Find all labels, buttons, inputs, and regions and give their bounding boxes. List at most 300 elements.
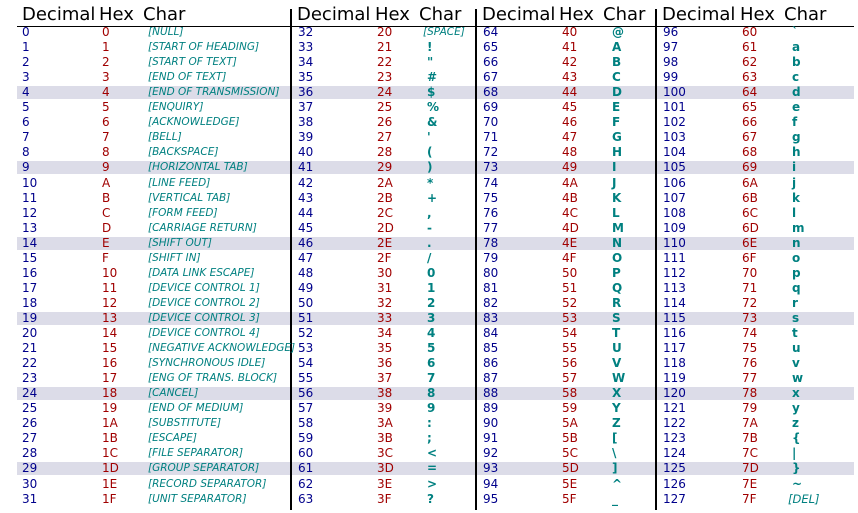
char-value: K	[612, 190, 622, 205]
hex-value: F	[102, 250, 109, 265]
char-value: g	[792, 130, 801, 145]
decimal-value: 76	[483, 205, 499, 220]
hex-value: 4B	[562, 190, 578, 205]
hex-value: 77	[742, 371, 758, 386]
hex-value: 28	[377, 145, 393, 160]
hex-value: 69	[742, 160, 758, 175]
decimal-value: 7	[22, 130, 30, 145]
char-value: L	[612, 205, 620, 220]
hex-value: 4E	[562, 235, 578, 250]
char-value: w	[792, 371, 804, 386]
header-hex: Hex	[740, 4, 775, 25]
char-value: [HORIZONTAL TAB]	[148, 161, 248, 174]
decimal-value: 51	[298, 310, 314, 325]
decimal-value: 77	[483, 220, 499, 235]
header-decimal: Decimal	[482, 4, 556, 25]
hex-value: 5D	[562, 461, 579, 476]
decimal-value: 102	[663, 115, 686, 130]
decimal-value: 3	[22, 70, 30, 85]
hex-value: 3D	[377, 461, 394, 476]
hex-value: 78	[742, 386, 758, 401]
hex-value: 3A	[377, 416, 393, 431]
decimal-value: 95	[483, 491, 499, 506]
char-value: `	[792, 25, 798, 39]
decimal-value: 115	[663, 310, 686, 325]
char-value: D	[612, 85, 622, 100]
decimal-value: 109	[663, 220, 686, 235]
hex-value: 59	[562, 401, 578, 416]
hex-value: 1	[102, 40, 110, 55]
hex-value: 34	[377, 326, 393, 340]
decimal-value: 48	[298, 265, 314, 280]
header-decimal: Decimal	[297, 4, 371, 25]
hex-value: 44	[562, 85, 578, 100]
decimal-value: 67	[483, 70, 499, 85]
char-value: [RECORD SEPARATOR]	[148, 477, 267, 490]
hex-value: 64	[742, 85, 758, 100]
header-char: Char	[603, 4, 646, 25]
decimal-value: 120	[663, 386, 686, 401]
decimal-value: 69	[483, 100, 499, 115]
decimal-value: 89	[483, 401, 499, 416]
decimal-value: 5	[22, 100, 30, 115]
decimal-value: 6	[22, 115, 30, 130]
decimal-value: 65	[483, 40, 499, 55]
hex-value: 46	[562, 115, 578, 130]
hex-value: 72	[742, 295, 758, 310]
char-value: ;	[427, 431, 432, 446]
hex-value: 52	[562, 295, 578, 310]
decimal-value: 98	[663, 55, 679, 70]
decimal-value: 44	[298, 205, 314, 220]
row-highlight-band	[17, 161, 854, 174]
decimal-value: 22	[22, 356, 38, 371]
hex-value: 39	[377, 401, 393, 416]
char-value: a	[792, 40, 801, 55]
decimal-value: 83	[483, 310, 499, 325]
char-value: 5	[427, 341, 436, 356]
decimal-value: 106	[663, 175, 686, 190]
char-value: R	[612, 295, 622, 310]
char-value: |	[792, 446, 797, 461]
char-value: y	[792, 401, 800, 416]
decimal-value: 34	[298, 55, 314, 70]
decimal-value: 38	[298, 115, 314, 130]
hex-value: 4D	[562, 220, 579, 235]
char-value: [SPACE]	[423, 26, 465, 38]
char-value: v	[792, 356, 800, 371]
hex-value: 4A	[562, 175, 578, 190]
char-value: m	[792, 220, 805, 235]
decimal-value: 15	[22, 250, 38, 265]
hex-value: 2D	[377, 220, 394, 235]
decimal-value: 92	[483, 446, 499, 461]
decimal-value: 126	[663, 476, 686, 491]
decimal-value: 75	[483, 190, 499, 205]
decimal-value: 105	[663, 160, 686, 175]
char-value: d	[792, 85, 801, 100]
hex-value: 49	[562, 160, 578, 175]
decimal-value: 21	[22, 341, 38, 356]
decimal-value: 31	[22, 491, 38, 506]
hex-value: 60	[742, 25, 758, 39]
decimal-value: 94	[483, 476, 499, 491]
char-value: T	[612, 326, 621, 340]
hex-value: 3C	[377, 446, 394, 461]
char-value: @	[612, 25, 624, 39]
decimal-value: 9	[22, 160, 30, 175]
hex-value: 5F	[562, 491, 577, 506]
hex-value: 79	[742, 401, 758, 416]
hex-value: 27	[377, 130, 393, 145]
decimal-value: 80	[483, 265, 499, 280]
row-highlight-band	[17, 86, 854, 99]
decimal-value: 47	[298, 250, 314, 265]
char-value: H	[612, 145, 623, 160]
char-value: 0	[427, 265, 436, 280]
decimal-value: 4	[22, 85, 30, 100]
char-value: k	[792, 190, 800, 205]
char-value: 2	[427, 295, 436, 310]
hex-value: 7D	[742, 461, 759, 476]
hex-value: 70	[742, 265, 758, 280]
char-value: U	[612, 341, 622, 356]
char-value: [NEGATIVE ACKNOWLEDGE]	[148, 342, 296, 355]
hex-value: 25	[377, 100, 393, 115]
char-value: -	[427, 220, 432, 235]
char-value: [VERTICAL TAB]	[148, 191, 231, 204]
decimal-value: 121	[663, 401, 686, 416]
char-value: s	[792, 310, 800, 325]
char-value: 8	[427, 386, 436, 401]
char-value: Y	[612, 401, 621, 416]
char-value: [END OF TRANSMISSION]	[148, 86, 280, 99]
hex-value: 16	[102, 356, 118, 371]
hex-value: 6C	[742, 205, 759, 220]
decimal-value: 116	[663, 326, 686, 340]
char-value: t	[792, 326, 798, 340]
hex-value: B	[102, 190, 111, 205]
hex-value: 7C	[742, 446, 759, 461]
char-value: !	[427, 40, 433, 55]
hex-value: 67	[742, 130, 758, 145]
decimal-value: 50	[298, 295, 314, 310]
char-value: "	[427, 55, 434, 70]
char-value: [SHIFT IN]	[148, 251, 201, 264]
char-value: 9	[427, 401, 436, 416]
hex-value: 55	[562, 341, 578, 356]
hex-value: 8	[102, 145, 110, 160]
char-value: $	[427, 85, 436, 100]
column-separator	[655, 9, 657, 510]
decimal-value: 103	[663, 130, 686, 145]
hex-value: A	[102, 175, 111, 190]
char-value: 3	[427, 310, 436, 325]
decimal-value: 23	[22, 371, 38, 386]
decimal-value: 63	[298, 491, 314, 506]
decimal-value: 54	[298, 356, 314, 371]
decimal-value: 107	[663, 190, 686, 205]
hex-value: 30	[377, 265, 393, 280]
char-value: }	[792, 461, 801, 476]
decimal-value: 8	[22, 145, 30, 160]
char-value: z	[792, 416, 799, 431]
char-value: [FORM FEED]	[148, 206, 218, 219]
decimal-value: 35	[298, 70, 314, 85]
header-hex: Hex	[375, 4, 410, 25]
hex-value: 12	[102, 295, 118, 310]
hex-value: 6	[102, 115, 110, 130]
hex-value: 4F	[562, 250, 577, 265]
char-value: P	[612, 265, 621, 280]
hex-value: 1A	[102, 416, 118, 431]
hex-value: 2A	[377, 175, 393, 190]
header-char: Char	[419, 4, 462, 25]
char-value: %	[427, 100, 440, 115]
decimal-value: 122	[663, 416, 686, 431]
decimal-value: 1	[22, 40, 30, 55]
char-value: [	[612, 431, 618, 446]
char-value: ^	[612, 476, 623, 491]
char-value: V	[612, 356, 622, 371]
hex-value: 33	[377, 310, 393, 325]
decimal-value: 66	[483, 55, 499, 70]
char-value: C	[612, 70, 621, 85]
char-value: j	[792, 175, 797, 190]
decimal-value: 32	[298, 25, 314, 39]
decimal-value: 26	[22, 416, 38, 431]
decimal-value: 88	[483, 386, 499, 401]
char-value: ~	[792, 476, 803, 491]
char-value: I	[612, 160, 617, 175]
char-value: =	[427, 461, 438, 476]
char-value: 6	[427, 356, 436, 371]
hex-value: 3	[102, 70, 110, 85]
decimal-value: 68	[483, 85, 499, 100]
hex-value: 41	[562, 40, 578, 55]
char-value: [LINE FEED]	[148, 176, 211, 189]
decimal-value: 78	[483, 235, 499, 250]
decimal-value: 84	[483, 326, 499, 340]
decimal-value: 30	[22, 476, 38, 491]
char-value: [FILE SEPARATOR]	[148, 447, 244, 460]
hex-value: 32	[377, 295, 393, 310]
hex-value: 2C	[377, 205, 394, 220]
decimal-value: 112	[663, 265, 686, 280]
decimal-value: 55	[298, 371, 314, 386]
hex-value: 6B	[742, 190, 758, 205]
char-value: [END OF MEDIUM]	[148, 402, 244, 415]
char-value: [CANCEL]	[148, 387, 199, 400]
char-value: [NULL]	[148, 26, 184, 38]
decimal-value: 58	[298, 416, 314, 431]
decimal-value: 37	[298, 100, 314, 115]
char-value: A	[612, 40, 622, 55]
decimal-value: 12	[22, 205, 38, 220]
hex-value: 14	[102, 326, 118, 340]
decimal-value: 46	[298, 235, 314, 250]
hex-value: 6D	[742, 220, 759, 235]
hex-value: 48	[562, 145, 578, 160]
decimal-value: 119	[663, 371, 686, 386]
hex-value: C	[102, 205, 111, 220]
decimal-value: 62	[298, 476, 314, 491]
char-value: b	[792, 55, 801, 70]
decimal-value: 52	[298, 326, 314, 340]
hex-value: 2	[102, 55, 110, 70]
hex-value: 5A	[562, 416, 578, 431]
decimal-value: 124	[663, 446, 686, 461]
hex-value: 20	[377, 25, 393, 39]
row-highlight-band	[17, 312, 854, 325]
hex-value: 66	[742, 115, 758, 130]
hex-value: 6A	[742, 175, 758, 190]
decimal-value: 20	[22, 326, 38, 340]
hex-value: 74	[742, 326, 758, 340]
hex-value: 58	[562, 386, 578, 401]
hex-value: 5E	[562, 476, 578, 491]
char-value: Z	[612, 416, 621, 431]
hex-value: 4	[102, 85, 110, 100]
char-value: [ESCAPE]	[148, 432, 197, 445]
hex-value: 10	[102, 265, 118, 280]
decimal-value: 27	[22, 431, 38, 446]
decimal-value: 87	[483, 371, 499, 386]
decimal-value: 110	[663, 235, 686, 250]
decimal-value: 99	[663, 70, 679, 85]
hex-value: 7F	[742, 491, 757, 506]
char-value: [BELL]	[148, 131, 182, 144]
hex-value: 47	[562, 130, 578, 145]
hex-value: 26	[377, 115, 393, 130]
char-value: 4	[427, 326, 436, 340]
decimal-value: 14	[22, 235, 38, 250]
header-char: Char	[143, 4, 186, 25]
decimal-value: 39	[298, 130, 314, 145]
hex-value: 11	[102, 280, 118, 295]
decimal-value: 72	[483, 145, 499, 160]
hex-value: 45	[562, 100, 578, 115]
hex-value: E	[102, 235, 110, 250]
decimal-value: 101	[663, 100, 686, 115]
decimal-value: 36	[298, 85, 314, 100]
hex-value: 56	[562, 356, 578, 371]
decimal-value: 91	[483, 431, 499, 446]
decimal-value: 19	[22, 310, 38, 325]
char-value: o	[792, 250, 801, 265]
decimal-value: 118	[663, 356, 686, 371]
hex-value: 62	[742, 55, 758, 70]
char-value: [DATA LINK ESCAPE]	[148, 266, 255, 279]
char-value: J	[612, 175, 617, 190]
char-value: W	[612, 371, 626, 386]
decimal-value: 57	[298, 401, 314, 416]
char-value: )	[427, 160, 433, 175]
char-value: q	[792, 280, 801, 295]
decimal-value: 86	[483, 356, 499, 371]
char-value: 1	[427, 280, 436, 295]
hex-value: 37	[377, 371, 393, 386]
char-value: u	[792, 341, 801, 356]
decimal-value: 28	[22, 446, 38, 461]
hex-value: 23	[377, 70, 393, 85]
hex-value: 1F	[102, 491, 117, 506]
char-value: [DEL]	[788, 491, 820, 506]
hex-value: 54	[562, 326, 578, 340]
decimal-value: 90	[483, 416, 499, 431]
decimal-value: 96	[663, 25, 679, 39]
decimal-value: 74	[483, 175, 499, 190]
decimal-value: 111	[663, 250, 686, 265]
hex-value: 22	[377, 55, 393, 70]
row-highlight-band	[17, 387, 854, 400]
hex-value: 5C	[562, 446, 579, 461]
header-decimal: Decimal	[22, 4, 96, 25]
decimal-value: 18	[22, 295, 38, 310]
decimal-value: 60	[298, 446, 314, 461]
decimal-value: 41	[298, 160, 314, 175]
decimal-value: 85	[483, 341, 499, 356]
decimal-value: 0	[22, 25, 30, 39]
hex-value: 5B	[562, 431, 578, 446]
char-value: .	[427, 235, 432, 250]
decimal-value: 56	[298, 386, 314, 401]
hex-value: 13	[102, 310, 118, 325]
decimal-value: 43	[298, 190, 314, 205]
hex-value: 73	[742, 310, 758, 325]
char-value: N	[612, 235, 623, 250]
char-value: x	[792, 386, 800, 401]
char-value: [DEVICE CONTROL 1]	[148, 281, 260, 294]
char-value: &	[427, 115, 438, 130]
decimal-value: 79	[483, 250, 499, 265]
char-value: [START OF HEADING]	[148, 41, 260, 54]
hex-value: 31	[377, 280, 393, 295]
header-decimal: Decimal	[662, 4, 736, 25]
hex-value: 43	[562, 70, 578, 85]
char-value: Q	[612, 280, 623, 295]
char-value: {	[792, 431, 801, 446]
char-value: E	[612, 100, 621, 115]
char-value: p	[792, 265, 801, 280]
char-value: *	[427, 175, 434, 190]
char-value: [ACKNOWLEDGE]	[148, 116, 240, 129]
char-value: O	[612, 250, 623, 265]
char-value: [SUBSTITUTE]	[148, 417, 222, 430]
char-value: [DEVICE CONTROL 3]	[148, 311, 260, 324]
hex-value: 36	[377, 356, 393, 371]
hex-value: 61	[742, 40, 758, 55]
hex-value: 4C	[562, 205, 579, 220]
char-value: e	[792, 100, 801, 115]
hex-value: 1C	[102, 446, 119, 461]
hex-value: 15	[102, 341, 118, 356]
decimal-value: 123	[663, 431, 686, 446]
hex-value: 71	[742, 280, 758, 295]
hex-value: 29	[377, 160, 393, 175]
hex-value: 18	[102, 386, 118, 401]
hex-value: 38	[377, 386, 393, 401]
column-separator	[475, 9, 477, 510]
header-char: Char	[784, 4, 827, 25]
hex-value: 1E	[102, 476, 118, 491]
hex-value: 50	[562, 265, 578, 280]
char-value: M	[612, 220, 624, 235]
hex-value: 3B	[377, 431, 393, 446]
hex-value: 2B	[377, 190, 393, 205]
decimal-value: 93	[483, 461, 499, 476]
char-value: F	[612, 115, 621, 130]
